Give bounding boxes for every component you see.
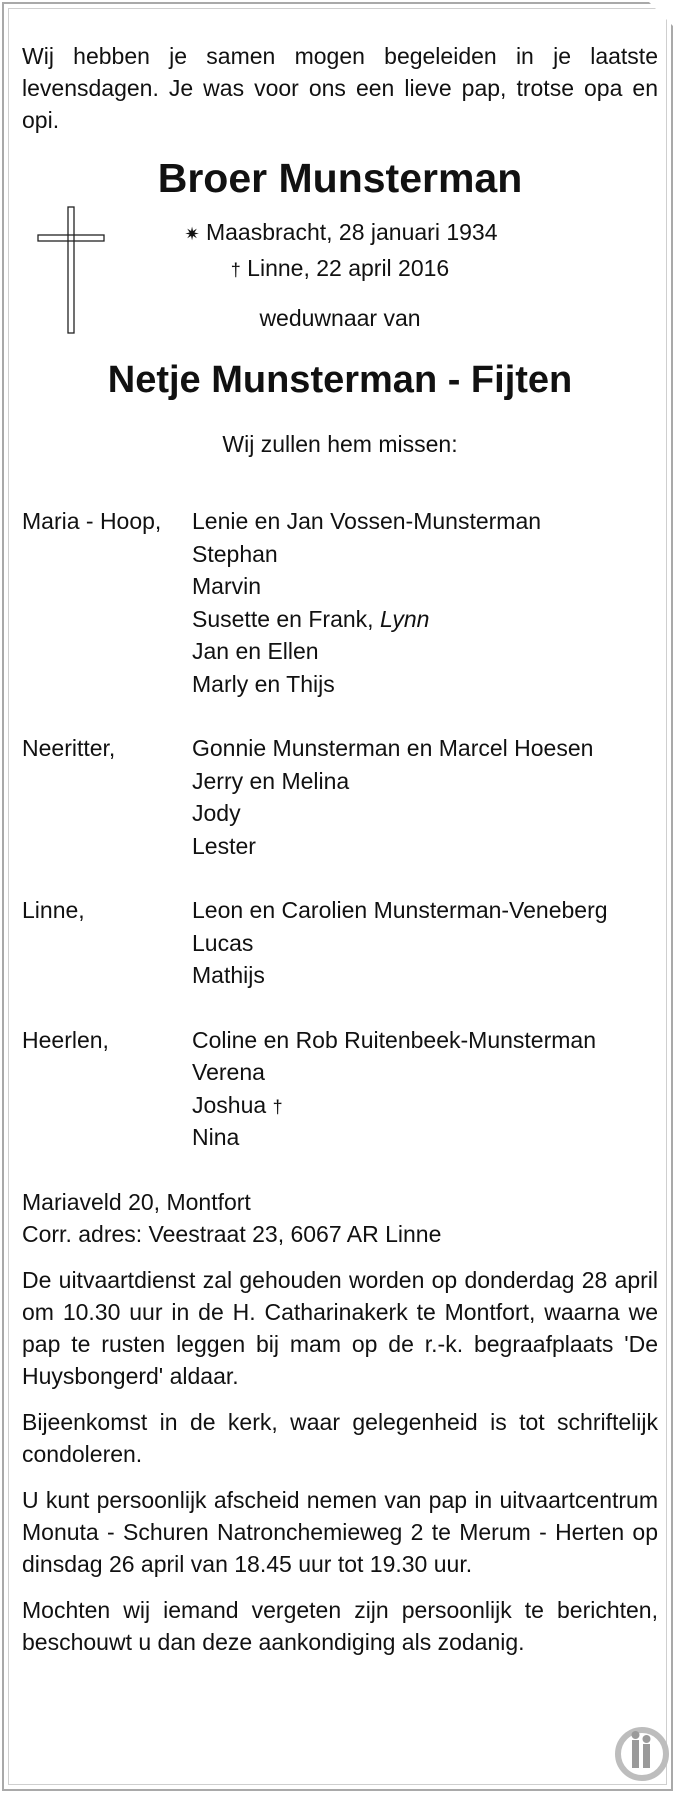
family-member: Coline en Rob Ruitenbeek-Munsterman: [192, 1026, 596, 1053]
address-line: Mariaveld 20, Montfort: [22, 1188, 251, 1215]
family-member: Lenie en Jan Vossen-Munsterman: [192, 508, 542, 534]
family-member: Mathijs: [192, 962, 265, 988]
family-place: Linne,: [22, 897, 85, 923]
announcement-content: [22, 40, 658, 1658]
family-member: Lester: [192, 832, 256, 859]
death-line: [22, 252, 658, 286]
family-names: [192, 1024, 658, 1154]
missed-label: Wij zullen hem missen:: [222, 431, 458, 457]
partner-name: Netje Munsterman - Fijten: [107, 359, 573, 401]
family-member: Leon en Carolien Munsterman-Veneberg: [192, 897, 608, 923]
family-member-name: Joshua: [192, 1091, 267, 1118]
family-member: Marly en Thijs: [192, 670, 335, 697]
corner-fold: [649, 2, 673, 26]
death-symbol-icon: †: [230, 260, 241, 280]
family-names: [192, 732, 658, 862]
intro-text: Wij hebben je samen mogen begeleiden in je laatste levensdagen. Je was voor ons een lieve pap, trotse opa en opi.: [22, 43, 658, 133]
family-group-neeritter: [22, 732, 658, 862]
deceased-name: Broer Munsterman: [157, 155, 523, 201]
birth-symbol-icon: ✷: [184, 224, 200, 244]
family-member: [192, 603, 658, 636]
family-names: [192, 894, 658, 992]
family-place: Heerlen,: [22, 1026, 109, 1053]
gathering-paragraph: Bijeenkomst in de kerk, waar gelegenheid is tot schriftelijk condoleren.: [22, 1408, 658, 1467]
family-member: Gonnie Munsterman en Marcel Hoesen: [192, 735, 594, 761]
family-member: Lucas: [192, 929, 254, 956]
dagger-icon: †: [272, 1096, 283, 1117]
family-group-maria-hoop: [22, 505, 658, 700]
farewell-paragraph: U kunt persoonlijk afscheid nemen van pap in uitvaartcentrum Monuta - Schuren Natronchemieweg 2 te Merum - Herten op dinsdag 26 april van 18.45 uur tot 19.30 uur.: [22, 1486, 658, 1577]
family-place: Neeritter,: [22, 735, 116, 761]
publisher-logo-icon: [612, 1722, 672, 1786]
birth-line: [22, 216, 658, 250]
family-member-child: Lynn: [379, 605, 430, 632]
family-member: [192, 1089, 658, 1122]
correspondence-address: Corr. adres: Veestraat 23, 6067 AR Linne: [22, 1220, 442, 1247]
family-place: Maria - Hoop,: [22, 508, 162, 534]
closing-paragraph: Mochten wij iemand vergeten zijn persoonlijk te berichten, beschouwt u dan deze aankondiging als zodanig.: [22, 1596, 658, 1655]
birth-text: Maasbracht, 28 januari 1934: [205, 219, 498, 245]
widower-label: weduwnaar van: [259, 305, 421, 331]
family-group-heerlen: [22, 1024, 658, 1154]
death-text: Linne, 22 april 2016: [247, 255, 450, 281]
family-member: Verena: [192, 1059, 265, 1085]
family-member: Marvin: [192, 573, 262, 599]
family-member-name: Susette en Frank,: [192, 605, 374, 632]
family-member: Stephan: [192, 540, 278, 567]
family-member: Jan en Ellen: [192, 638, 319, 664]
family-member: Jody: [192, 800, 241, 826]
family-member: Nina: [192, 1124, 240, 1150]
family-names: [192, 505, 658, 700]
family-group-linne: [22, 894, 658, 992]
funeral-service-paragraph: De uitvaartdienst zal gehouden worden op donderdag 28 april om 10.30 uur in de H. Catharinakerk te Montfort, waarna we pap te rusten leggen bij mam op de r.-k. begraafplaats 'De Huysbongerd' aldaar.: [22, 1266, 658, 1389]
family-member: Jerry en Melina: [192, 767, 350, 794]
